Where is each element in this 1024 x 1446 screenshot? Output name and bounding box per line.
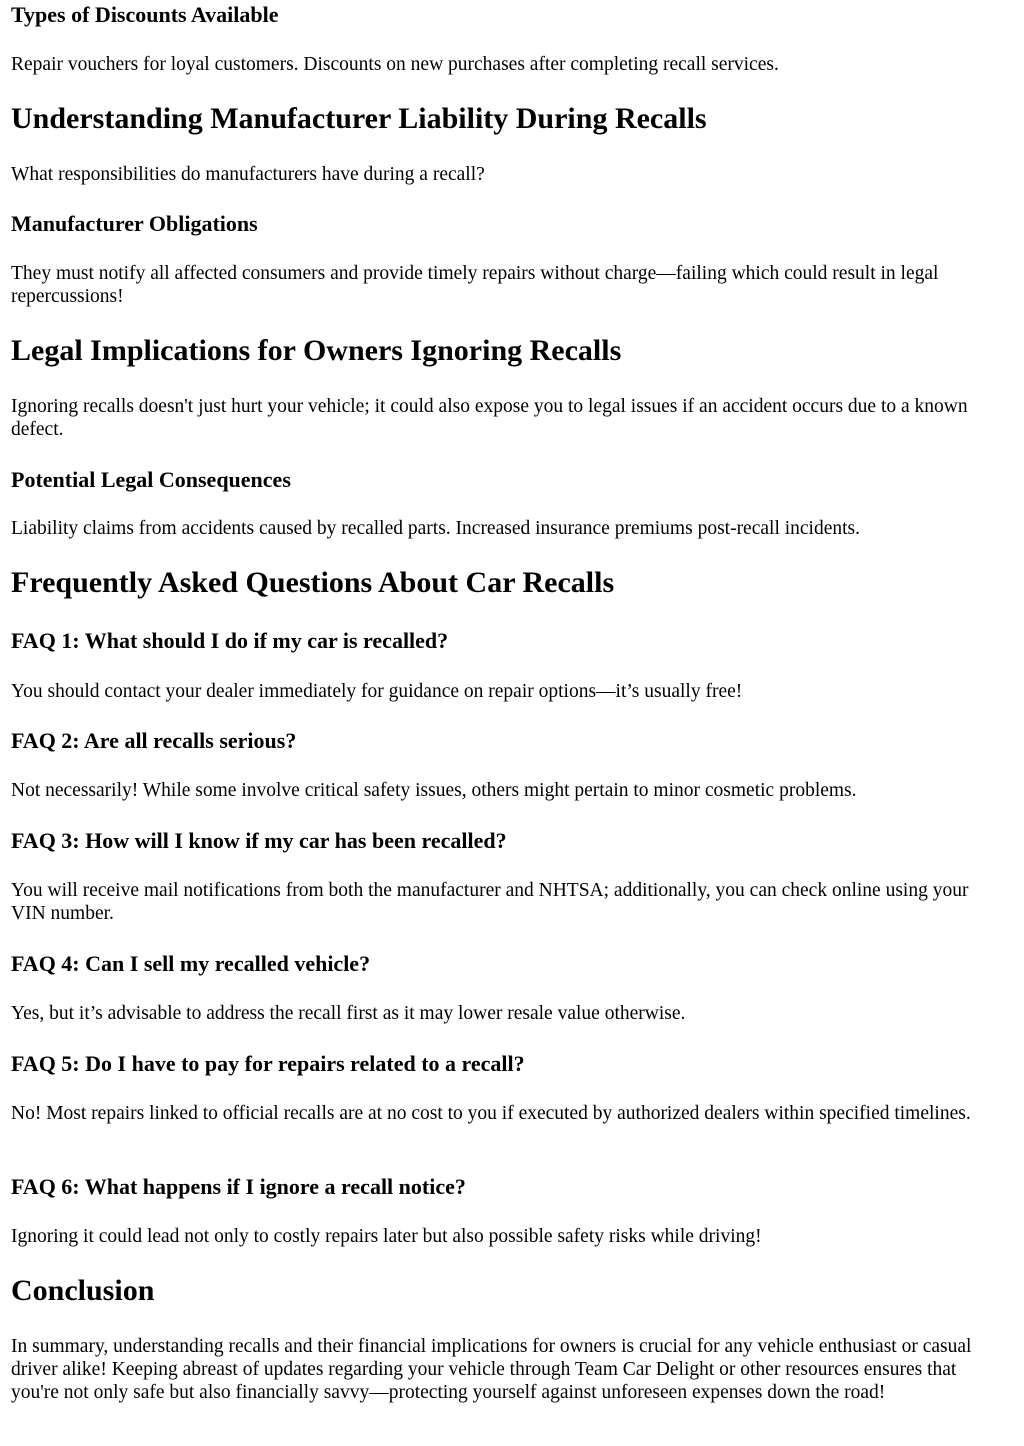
faq-answer: Yes, but it’s advisable to address the recall first as it may lower resale value otherwise. [11, 1003, 686, 1024]
discounts-heading: Types of Discounts Available [11, 2, 279, 27]
manufacturer-obligations-heading: Manufacturer Obligations [11, 211, 258, 236]
faq-answer: Ignoring it could lead not only to costly repairs later but also possible safety risks while driving! [11, 1226, 762, 1247]
faq-question: FAQ 5: Do I have to pay for repairs related to a recall? [11, 1051, 525, 1076]
faq-answer: You should contact your dealer immediately for guidance on repair options—it’s usually free! [11, 681, 743, 702]
legal-consequences-heading: Potential Legal Consequences [11, 467, 291, 492]
faq-answer: Not necessarily! While some involve critical safety issues, others might pertain to minor cosmetic problems. [11, 780, 857, 801]
faq-question: FAQ 1: What should I do if my car is recalled? [11, 628, 449, 653]
conclusion-text: In summary, understanding recalls and their financial implications for owners is crucial for any vehicle enthusiast or casual driver alike! Keeping abreast of updates regarding your vehicle through Team Car Delight or other resources ensures that you're not only safe but also financially savvy—protecting yourself against unforeseen expenses down the road! [11, 1336, 972, 1403]
faq-question: FAQ 3: How will I know if my car has been recalled? [11, 828, 507, 853]
discounts-text: Repair vouchers for loyal customers. Discounts on new purchases after completing recall services. [11, 54, 779, 75]
legal-consequences-text: Liability claims from accidents caused by recalled parts. Increased insurance premiums post-recall incidents. [11, 518, 861, 539]
manufacturer-liability-heading: Understanding Manufacturer Liability During Recalls [11, 102, 707, 135]
faq-answer: No! Most repairs linked to official recalls are at no cost to you if executed by authorized dealers within specified timelines. [11, 1103, 971, 1124]
faq-answer: You will receive mail notifications from both the manufacturer and NHTSA; additionally, you can check online using your VIN number. [11, 880, 969, 924]
legal-implications-text: Ignoring recalls doesn't just hurt your vehicle; it could also expose you to legal issues if an accident occurs due to a known defect. [11, 396, 968, 440]
faq-heading: Frequently Asked Questions About Car Recalls [11, 566, 615, 599]
manufacturer-liability-text: What responsibilities do manufacturers have during a recall? [11, 164, 485, 185]
faq-question: FAQ 6: What happens if I ignore a recall notice? [11, 1174, 466, 1199]
manufacturer-obligations-text: They must notify all affected consumers and provide timely repairs without charge—failing which could result in legal repercussions! [11, 263, 939, 307]
faq-question: FAQ 4: Can I sell my recalled vehicle? [11, 951, 371, 976]
legal-implications-heading: Legal Implications for Owners Ignoring Recalls [11, 334, 622, 367]
conclusion-heading: Conclusion [11, 1274, 155, 1307]
faq-question: FAQ 2: Are all recalls serious? [11, 728, 297, 753]
